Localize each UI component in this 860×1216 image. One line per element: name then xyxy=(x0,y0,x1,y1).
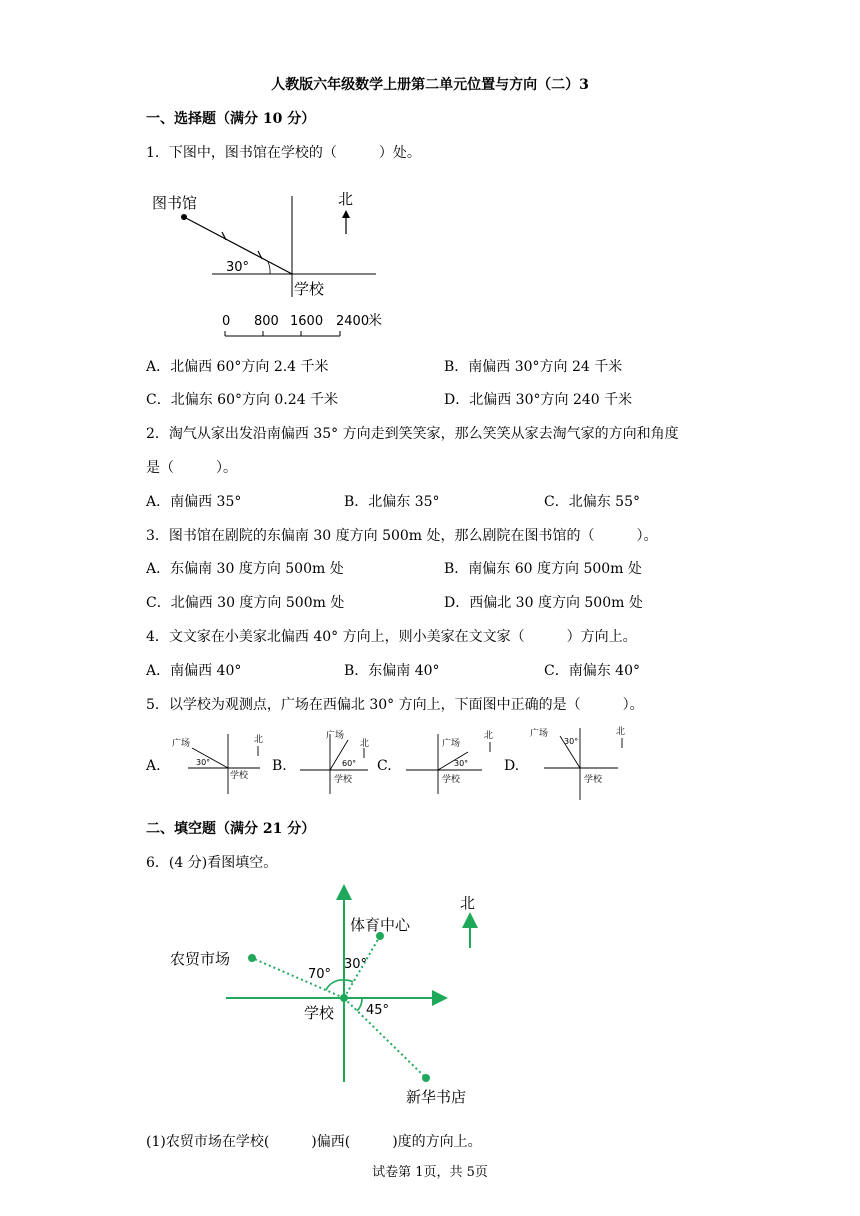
q1-angle-label: 30° xyxy=(226,260,250,275)
q1-library-dot xyxy=(181,214,187,220)
q5-option-c-label[interactable]: C. xyxy=(377,758,392,774)
q5-option-d-label[interactable]: D. xyxy=(504,758,520,774)
q6-angle-30: 30° xyxy=(344,957,368,972)
q1-option-b[interactable]: B．南偏西 30°方向 24 千米 xyxy=(444,359,623,375)
q2-option-c[interactable]: C．北偏东 55° xyxy=(544,494,640,510)
q5-figure-c[interactable] xyxy=(400,726,504,798)
q6-school-label: 学校 xyxy=(304,1004,335,1022)
q5d-square-label: 广场 xyxy=(530,729,549,739)
question-5: 5．以学校为观测点，广场在西偏北 30° 方向上，下面图中正确的是（ ）。 xyxy=(146,697,644,713)
q1-library-label: 图书馆 xyxy=(152,194,198,212)
q1-tick-1 xyxy=(222,232,226,240)
q1-angle-arc xyxy=(268,262,270,274)
q5b-school-label: 学校 xyxy=(334,775,353,785)
q5c-north-label: 北 xyxy=(484,731,494,741)
q2-option-a[interactable]: A．南偏西 35° xyxy=(146,494,242,510)
question-1: 1．下图中，图书馆在学校的（ ）处。 xyxy=(146,145,421,161)
q6-market-dot xyxy=(248,954,256,962)
q6-market-label: 农贸市场 xyxy=(170,950,231,968)
q5-figure-d[interactable] xyxy=(526,722,638,802)
q6-arc-30 xyxy=(344,980,353,982)
q5c-angle-label: 30° xyxy=(454,759,469,768)
q5b-square-label: 广场 xyxy=(326,731,345,741)
q6-bookstore-label: 新华书店 xyxy=(406,1088,467,1106)
q1-scale-800: 800 xyxy=(254,314,279,329)
question-6: 6．(4 分)看图填空。 xyxy=(146,855,278,871)
q6-sports-label: 体育中心 xyxy=(350,916,411,934)
q5d-north-label: 北 xyxy=(616,727,626,737)
question-2-line-2: 是（ ）。 xyxy=(146,460,237,476)
q1-school-label: 学校 xyxy=(294,280,325,298)
q5a-school-label: 学校 xyxy=(230,771,249,781)
q1-scale-2400: 2400 xyxy=(336,314,370,329)
q5d-school-label: 学校 xyxy=(584,775,603,785)
q1-north-label: 北 xyxy=(338,190,354,208)
q1-north-arrow-head xyxy=(342,210,350,218)
q6-figure xyxy=(160,882,490,1112)
page-footer: 试卷第 1页，共 5页 xyxy=(372,1165,488,1180)
q1-option-c[interactable]: C．北偏东 60°方向 0.24 千米 xyxy=(146,392,339,408)
q5b-angle-label: 60° xyxy=(342,759,357,768)
q4-option-c[interactable]: C．南偏东 40° xyxy=(544,663,640,679)
q5a-square-label: 广场 xyxy=(172,739,191,749)
q5c-square-label: 广场 xyxy=(442,739,461,749)
q2-option-b[interactable]: B．北偏东 35° xyxy=(344,494,440,510)
q1-option-d[interactable]: D．北偏西 30°方向 240 千米 xyxy=(444,392,633,408)
q5c-school-label: 学校 xyxy=(442,775,461,785)
q5-option-a-label[interactable]: A. xyxy=(146,758,161,774)
q6-school-dot xyxy=(340,994,348,1002)
q6-angle-45: 45° xyxy=(366,1003,390,1018)
q3-option-b[interactable]: B．南偏东 60 度方向 500m 处 xyxy=(444,561,642,577)
q1-scale-0: 0 xyxy=(222,314,231,329)
q5a-north-label: 北 xyxy=(254,735,264,745)
q5b-north-label: 北 xyxy=(360,739,370,749)
page-title: 人教版六年级数学上册第二单元位置与方向（二）3 xyxy=(271,77,589,93)
section-choice-heading: 一、选择题（满分 10 分） xyxy=(146,111,316,127)
q1-scale-1600: 1600 xyxy=(290,314,324,329)
q1-figure xyxy=(140,182,400,342)
q5a-angle-label: 30° xyxy=(196,758,211,767)
q6-bookstore-dot xyxy=(422,1074,430,1082)
q1-scale-unit: 米 xyxy=(368,313,382,329)
q4-option-b[interactable]: B．东偏南 40° xyxy=(344,663,440,679)
q5-option-b-label[interactable]: B. xyxy=(272,758,287,774)
q6-arc-45 xyxy=(357,998,362,1011)
q5d-angle-label: 30° xyxy=(564,737,579,746)
q6-north-label: 北 xyxy=(460,894,476,912)
q3-option-d[interactable]: D．西偏北 30 度方向 500m 处 xyxy=(444,595,643,611)
q3-option-a[interactable]: A．东偏南 30 度方向 500m 处 xyxy=(146,561,344,577)
question-6-sub-1: (1)农贸市场在学校( )偏西( )度的方向上。 xyxy=(146,1134,482,1150)
q6-angle-70: 70° xyxy=(308,967,332,982)
q3-option-c[interactable]: C．北偏西 30 度方向 500m 处 xyxy=(146,595,345,611)
question-3: 3．图书馆在剧院的东偏南 30 度方向 500m 处，那么剧院在图书馆的（ ）。 xyxy=(146,528,658,544)
q5-figure-a[interactable] xyxy=(168,726,268,798)
question-4: 4．文文家在小美家北偏西 40° 方向上，则小美家在文文家（ ）方向上。 xyxy=(146,629,637,645)
section-fill-heading: 二、填空题（满分 21 分） xyxy=(146,821,316,837)
question-2-line-1: 2．淘气从家出发沿南偏西 35° 方向走到笑笑家，那么笑笑从家去淘气家的方向和角度 xyxy=(146,426,679,442)
q5-figure-b[interactable] xyxy=(292,726,378,798)
q4-option-a[interactable]: A．南偏西 40° xyxy=(146,663,242,679)
q1-tick-2 xyxy=(258,251,262,259)
q1-option-a[interactable]: A．北偏西 60°方向 2.4 千米 xyxy=(146,359,329,375)
